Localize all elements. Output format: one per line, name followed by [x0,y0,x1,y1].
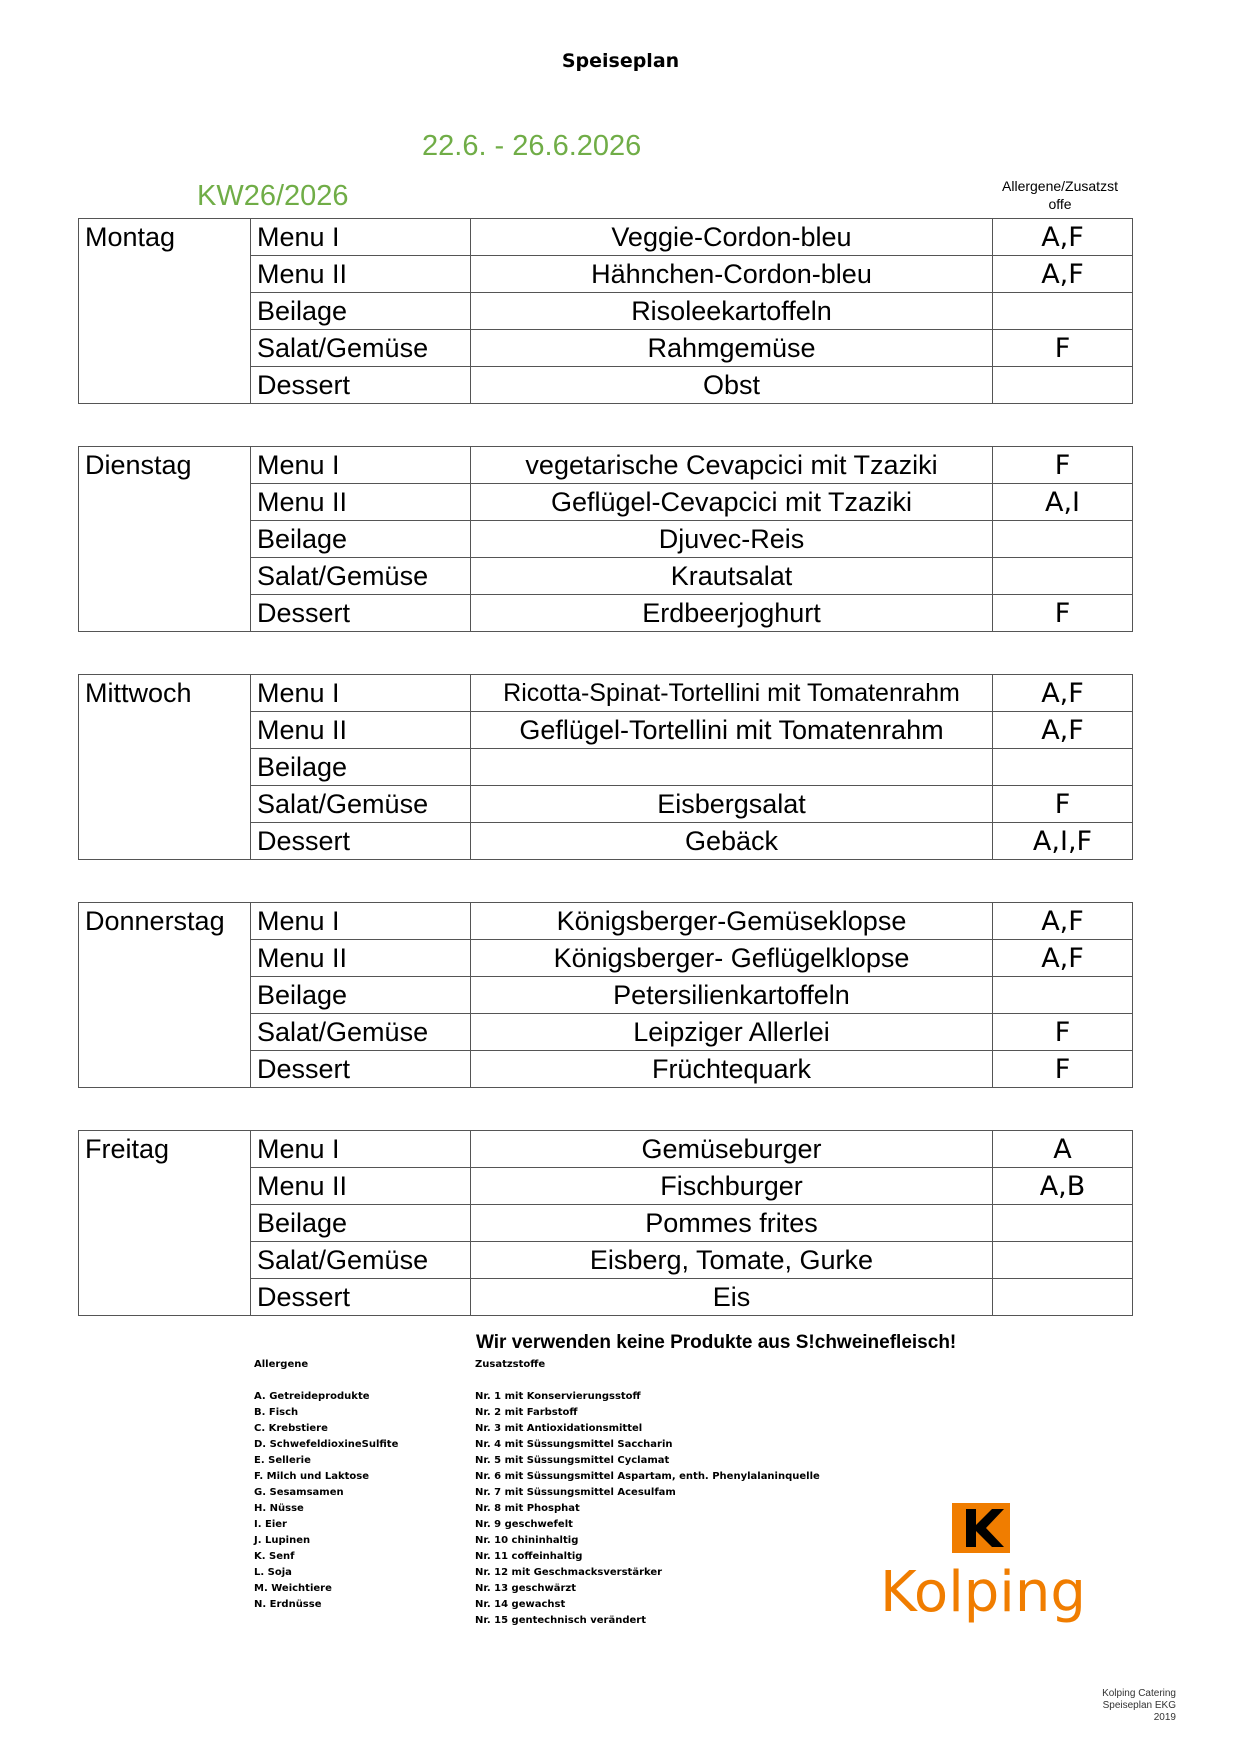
additives-list [475,1389,820,1629]
dish-name: Eis [471,1279,993,1316]
day-table-donnerstag [78,902,1133,1088]
menu-category: Menu I [251,903,471,940]
table-row [79,675,1133,712]
additive-item: Nr. 8 mit Phosphat [475,1503,580,1514]
kolping-logo [880,1503,1100,1628]
table-row [79,903,1133,940]
kolping-logo-graphic [880,1503,1100,1623]
dish-name [471,749,993,786]
additives-title: Zusatzstoffe [475,1359,546,1370]
dish-name: Gebäck [471,823,993,860]
menu-category: Salat/Gemüse [251,330,471,367]
menu-category: Dessert [251,1051,471,1088]
menu-category: Beilage [251,293,471,330]
dish-name: Gemüseburger [471,1131,993,1168]
allergen-codes: A,F [993,219,1133,256]
additive-item: Nr. 13 geschwärzt [475,1583,577,1594]
additive-item: Nr. 15 gentechnisch verändert [475,1615,647,1626]
dish-name: Königsberger- Geflügelklopse [471,940,993,977]
dish-name: Risoleekartoffeln [471,293,993,330]
menu-category: Menu II [251,1168,471,1205]
menu-category: Menu I [251,675,471,712]
footer-line-1: Kolping Catering [1102,1688,1176,1699]
allergen-codes [993,367,1133,404]
menu-category: Dessert [251,1279,471,1316]
menu-category: Beilage [251,749,471,786]
additive-item: Nr. 12 mit Geschmacksverstärker [475,1567,663,1578]
allergen-item: K. Senf [254,1551,295,1562]
dish-name: Geflügel-Cevapcici mit Tzaziki [471,484,993,521]
allergen-codes: A,B [993,1168,1133,1205]
allergen-item: L. Soja [254,1567,292,1578]
dish-name: Königsberger-Gemüseklopse [471,903,993,940]
allergen-codes: F [993,786,1133,823]
dish-name: Djuvec-Reis [471,521,993,558]
menu-category: Menu II [251,484,471,521]
additive-item: Nr. 9 geschwefelt [475,1519,573,1530]
allergen-item: D. SchwefeldioxineSulfite [254,1439,399,1450]
allergen-codes [993,977,1133,1014]
additive-item: Nr. 1 mit Konservierungsstoff [475,1391,641,1402]
week-label: KW26/2026 [197,180,349,212]
menu-category: Beilage [251,521,471,558]
additive-item: Nr. 5 mit Süssungsmittel Cyclamat [475,1455,670,1466]
allergen-item: H. Nüsse [254,1503,304,1514]
menu-category: Dessert [251,595,471,632]
day-table-dienstag [78,446,1133,632]
footer-line-2: Speiseplan EKG [1102,1700,1176,1711]
dish-name: Eisbergsalat [471,786,993,823]
day-name: Donnerstag [79,903,251,1088]
allergen-item: I. Eier [254,1519,287,1530]
dish-name: Fischburger [471,1168,993,1205]
additive-item: Nr. 4 mit Süssungsmittel Saccharin [475,1439,673,1450]
allergen-item: J. Lupinen [254,1535,311,1546]
allergen-codes: F [993,330,1133,367]
allergen-codes [993,749,1133,786]
dish-name: Eisberg, Tomate, Gurke [471,1242,993,1279]
allergen-codes: A,F [993,903,1133,940]
menu-category: Menu I [251,1131,471,1168]
allergen-codes: A,F [993,940,1133,977]
allergen-codes [993,293,1133,330]
dish-name: Pommes frites [471,1205,993,1242]
menu-category: Salat/Gemüse [251,558,471,595]
allergen-item: G. Sesamsamen [254,1487,344,1498]
allergen-codes [993,558,1133,595]
allergen-codes: A,I [993,484,1133,521]
dish-name: Petersilienkartoffeln [471,977,993,1014]
table-row [79,447,1133,484]
dish-name: Veggie-Cordon-bleu [471,219,993,256]
allergen-codes: F [993,447,1133,484]
day-table-freitag [78,1130,1133,1316]
allergen-item: F. Milch und Laktose [254,1471,370,1482]
menu-category: Dessert [251,367,471,404]
dish-name: vegetarische Cevapcici mit Tzaziki [471,447,993,484]
allergens-title: Allergene [254,1359,309,1370]
menu-category: Dessert [251,823,471,860]
allergen-header-line-2: offe [1048,196,1072,212]
menu-category: Beilage [251,977,471,1014]
allergen-item: N. Erdnüsse [254,1599,322,1610]
dish-name: Krautsalat [471,558,993,595]
additive-item: Nr. 11 coffeinhaltig [475,1551,583,1562]
additive-item: Nr. 14 gewachst [475,1599,566,1610]
allergen-item: E. Sellerie [254,1455,311,1466]
dish-name: Ricotta-Spinat-Tortellini mit Tomatenrahm [471,675,993,712]
allergen-codes: F [993,595,1133,632]
allergen-codes [993,1205,1133,1242]
day-name: Mittwoch [79,675,251,860]
kolping-wordmark: Kolping [880,1560,1086,1623]
additive-item: Nr. 7 mit Süssungsmittel Acesulfam [475,1487,676,1498]
dish-name: Rahmgemüse [471,330,993,367]
day-name: Dienstag [79,447,251,632]
allergen-item: M. Weichtiere [254,1583,332,1594]
allergens-list [254,1389,398,1613]
allergen-column-header [990,177,1130,213]
allergen-codes: F [993,1014,1133,1051]
allergen-item: A. Getreideprodukte [254,1391,370,1402]
allergen-codes: A,I,F [993,823,1133,860]
allergen-item: C. Krebstiere [254,1423,328,1434]
date-range: 22.6. - 26.6.2026 [422,130,642,162]
additive-item: Nr. 10 chininhaltig [475,1535,579,1546]
footer [1020,1688,1176,1724]
table-row [79,219,1133,256]
page-title: Speiseplan [561,50,680,72]
additive-item: Nr. 3 mit Antioxidationsmittel [475,1423,643,1434]
menu-category: Menu I [251,219,471,256]
additive-item: Nr. 6 mit Süssungsmittel Aspartam, enth. Phenylalaninquelle [475,1471,820,1482]
dish-name: Hähnchen-Cordon-bleu [471,256,993,293]
menu-category: Menu I [251,447,471,484]
allergen-codes: A,F [993,256,1133,293]
day-table-mittwoch [78,674,1133,860]
dish-name: Früchtequark [471,1051,993,1088]
dish-name: Obst [471,367,993,404]
dish-name: Leipziger Allerlei [471,1014,993,1051]
allergen-item: B. Fisch [254,1407,299,1418]
footer-line-3: 2019 [1153,1712,1176,1723]
menu-category: Menu II [251,256,471,293]
menu-category: Beilage [251,1205,471,1242]
allergen-codes [993,521,1133,558]
allergen-codes [993,1279,1133,1316]
allergen-header-line-1: Allergene/Zusatzst [1002,178,1118,194]
no-pork-notice: Wir verwenden keine Produkte aus S!chweinefleisch! [476,1332,957,1353]
allergen-codes: A,F [993,675,1133,712]
allergen-codes: A,F [993,712,1133,749]
dish-name: Geflügel-Tortellini mit Tomatenrahm [471,712,993,749]
menu-category: Menu II [251,940,471,977]
menu-category: Salat/Gemüse [251,1014,471,1051]
day-table-montag [78,218,1133,404]
day-name: Freitag [79,1131,251,1316]
day-name: Montag [79,219,251,404]
dish-name: Erdbeerjoghurt [471,595,993,632]
table-row [79,1131,1133,1168]
menu-category: Menu II [251,712,471,749]
menu-category: Salat/Gemüse [251,786,471,823]
allergen-codes: A [993,1131,1133,1168]
menu-category: Salat/Gemüse [251,1242,471,1279]
allergen-codes [993,1242,1133,1279]
additive-item: Nr. 2 mit Farbstoff [475,1407,578,1418]
allergen-codes: F [993,1051,1133,1088]
